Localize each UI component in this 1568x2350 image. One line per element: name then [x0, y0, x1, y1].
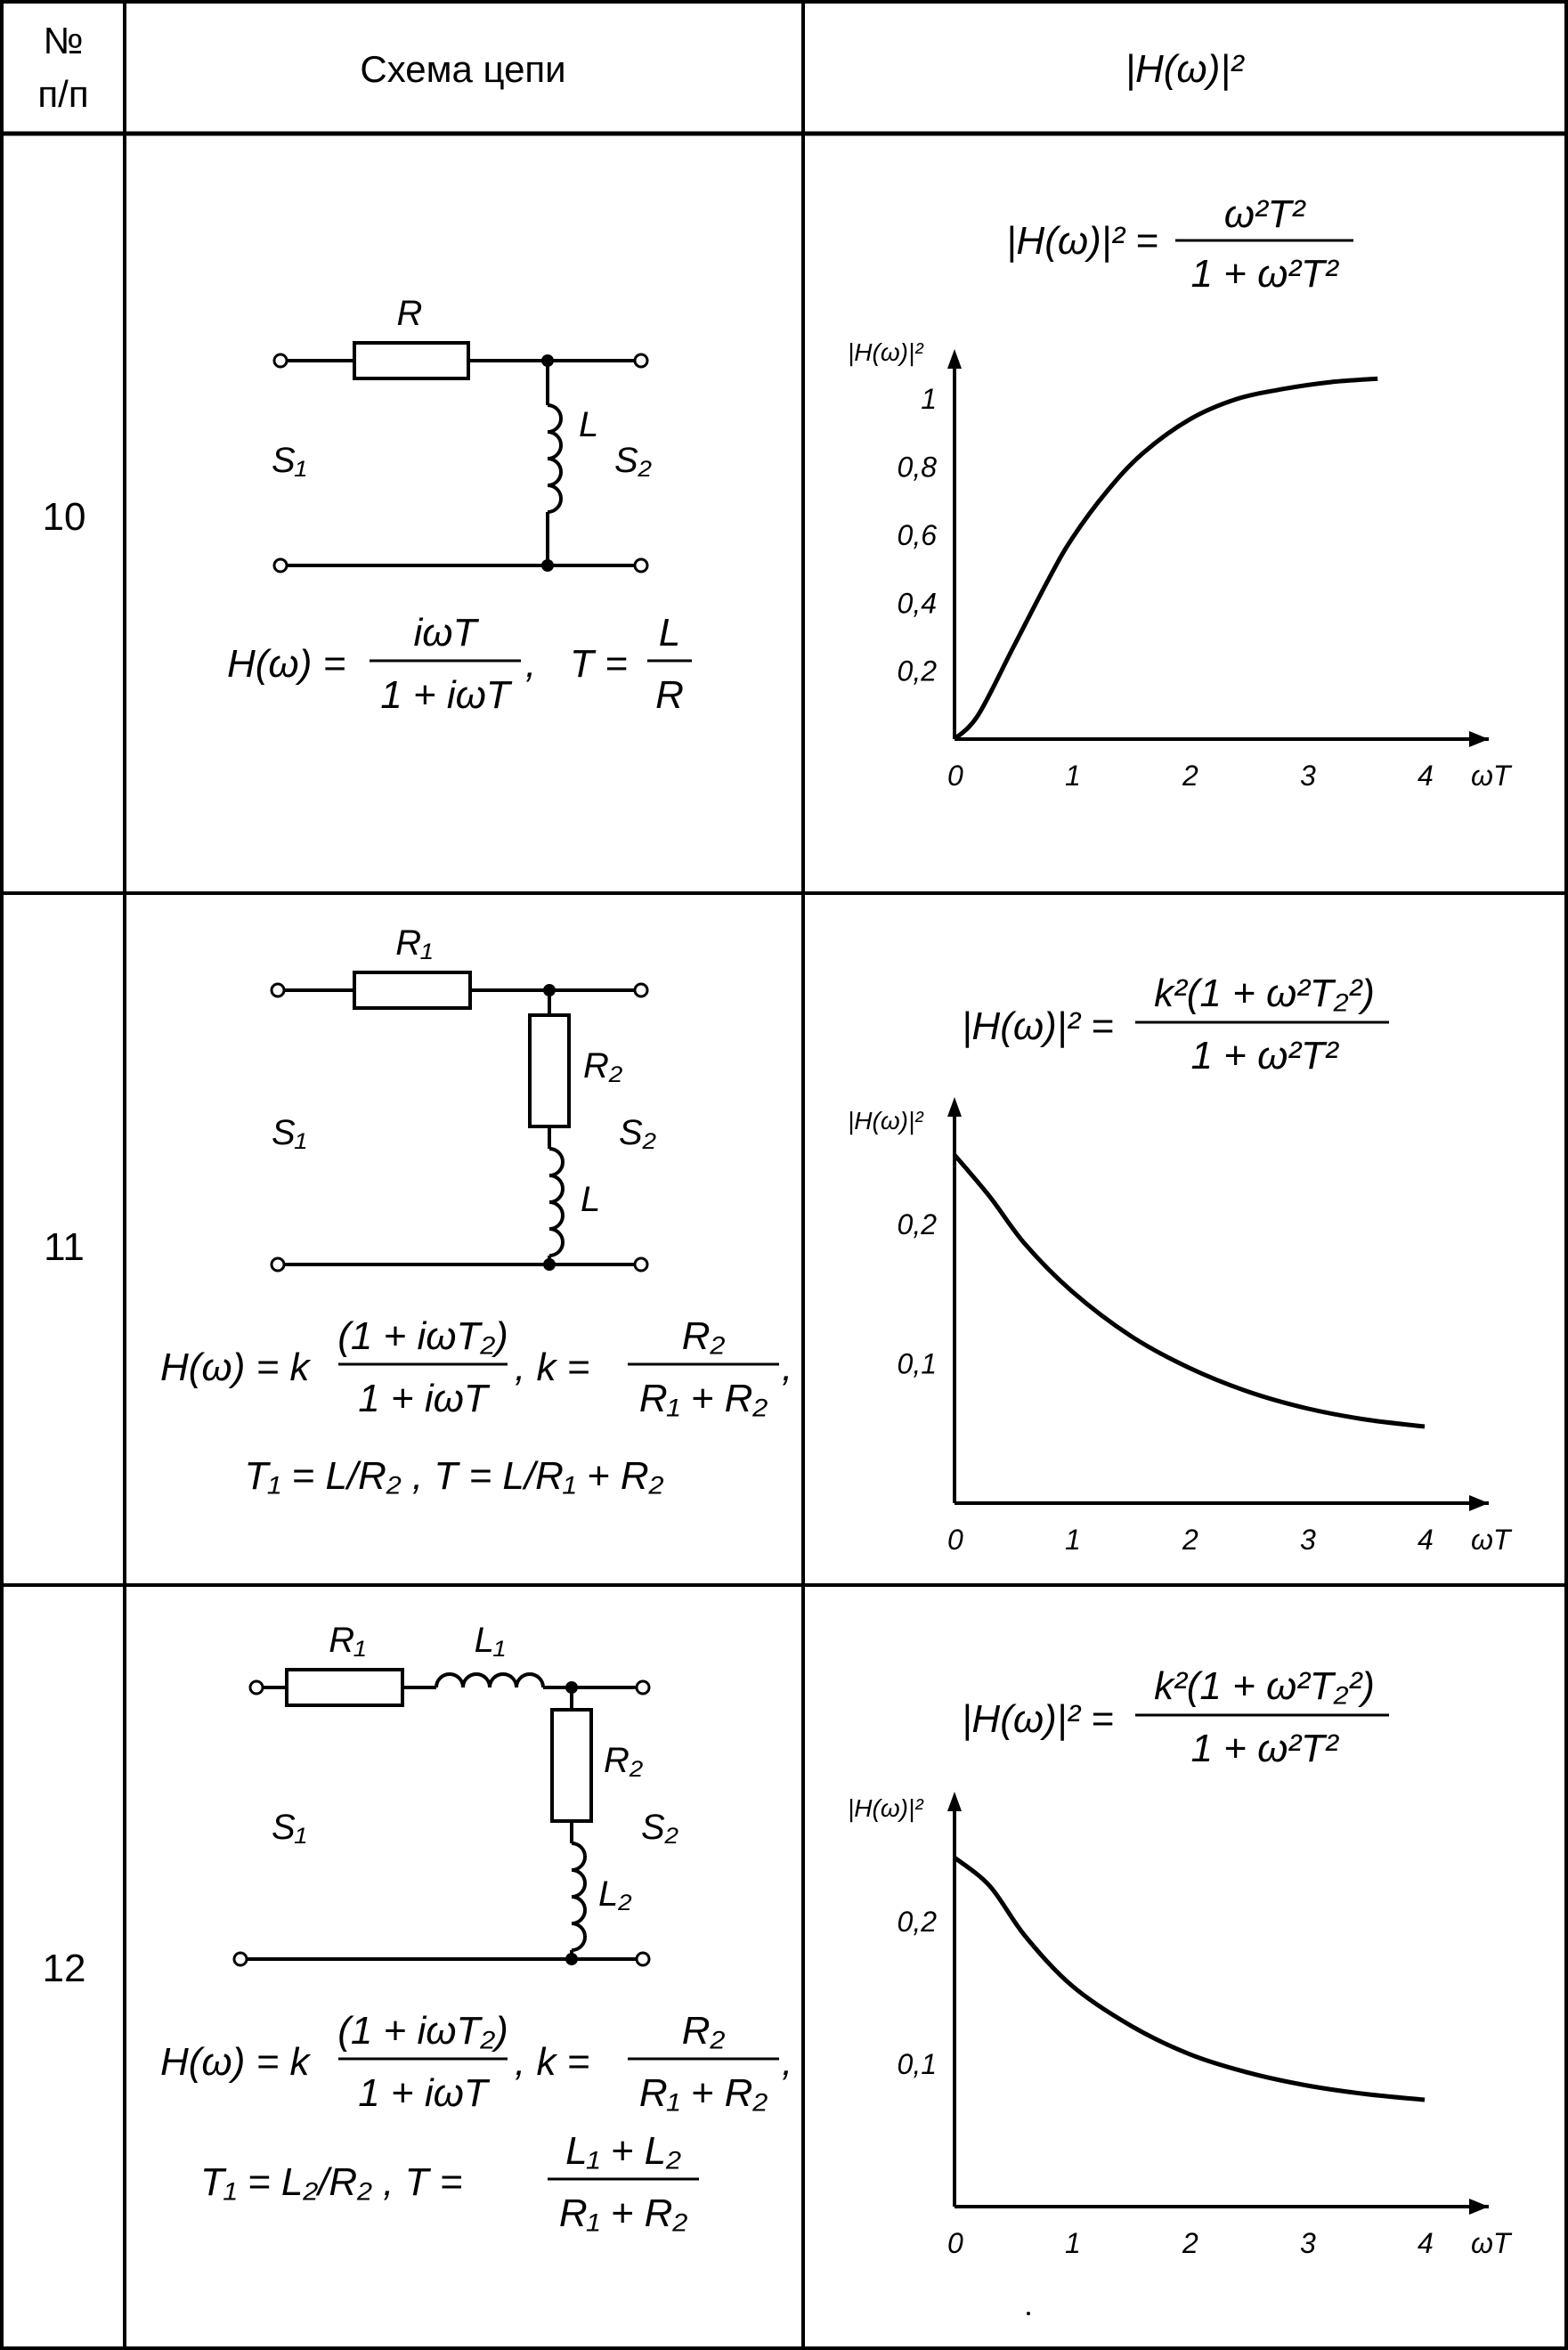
- row-number-12: 12: [42, 1947, 86, 1990]
- terminal-out-bottom: [637, 1953, 649, 1965]
- svg-text:T₁ = L₂/R₂ , T =: T₁ = L₂/R₂ , T =: [200, 2160, 463, 2204]
- terminal-out-top: [635, 984, 647, 996]
- label-s2: S₂: [641, 1808, 678, 1847]
- header-circuit: Схема цепи: [360, 48, 566, 90]
- formula-numerator: iωT: [413, 611, 477, 655]
- x-axis-arrow: [1469, 2199, 1489, 2215]
- header-number-line1: №: [43, 20, 84, 61]
- svg-text:R₁ + R₂: R₁ + R₂: [638, 2071, 768, 2115]
- terminal-in-bottom: [274, 559, 287, 572]
- header-response: |H(ω)|²: [1125, 47, 1244, 91]
- svg-text:1 + iωT: 1 + iωT: [358, 2071, 488, 2115]
- table-grid: [2, 2, 1566, 2348]
- y-tick-label: 1: [921, 383, 937, 416]
- svg-text:H(ω) = k: H(ω) = k: [160, 2040, 310, 2084]
- label-r1: R₁: [329, 1621, 366, 1660]
- label-s1: S₁: [272, 441, 307, 480]
- transfer-formula-12: [160, 2009, 792, 2235]
- terminal-out-bottom: [635, 1258, 647, 1271]
- response-formula-12: [962, 1664, 1389, 1770]
- label-l1: L₁: [474, 1621, 506, 1660]
- terminal-in-top: [250, 1681, 263, 1694]
- x-axis-label: ωT: [1471, 760, 1511, 792]
- transfer-formula-11: [160, 1314, 792, 1498]
- y-tick-label: 0,8: [897, 451, 937, 484]
- label-l: L: [581, 1180, 601, 1219]
- x-axis-label: ωT: [1471, 2227, 1511, 2259]
- terminal-in-bottom: [234, 1953, 247, 1965]
- circuit-diagram-12: [234, 1621, 678, 1965]
- circuit-diagram-10: [272, 294, 652, 572]
- y-tick-label: 0,6: [897, 518, 937, 551]
- x-tick-label: 1: [1065, 760, 1081, 792]
- y-axis-arrow: [947, 1792, 962, 1811]
- label-r1: R₁: [395, 923, 433, 963]
- junction-node-bottom: [565, 1953, 578, 1965]
- inductor-l1: [436, 1674, 543, 1687]
- formula-t-numerator: L: [658, 611, 681, 655]
- y-axis-label: |H(ω)|²: [848, 338, 923, 366]
- response-denominator: 1 + ω²T²: [1190, 1034, 1338, 1077]
- svg-text:,: ,: [782, 1346, 793, 1389]
- label-s2: S₂: [614, 441, 652, 480]
- inductor-l: [548, 405, 561, 512]
- transfer-formula-10: [227, 611, 692, 717]
- svg-text:1 + iωT: 1 + iωT: [358, 1377, 488, 1420]
- x-tick-label: 3: [1300, 760, 1316, 792]
- label-r2: R₂: [583, 1046, 623, 1086]
- resistor-r2: [530, 1015, 569, 1126]
- x-tick-label: 4: [1418, 760, 1434, 792]
- x-tick-label: 4: [1418, 1524, 1434, 1556]
- x-axis-arrow: [1469, 731, 1489, 747]
- series-line: [955, 1858, 1425, 2100]
- formula-t-denominator: R: [655, 673, 684, 717]
- y-tick-label: 0,2: [897, 1906, 937, 1938]
- label-s1: S₁: [272, 1113, 307, 1152]
- terminal-in-bottom: [272, 1258, 284, 1271]
- resistor-r1: [354, 972, 470, 1008]
- svg-text:(1 + iωT₂): (1 + iωT₂): [337, 1314, 508, 1358]
- header-number-line2: п/п: [37, 73, 89, 115]
- y-tick-label: 0,4: [897, 587, 937, 620]
- response-numerator: k²(1 + ω²T₂²): [1154, 972, 1375, 1015]
- x-tick-label: 4: [1418, 2227, 1434, 2259]
- label-l: L: [579, 405, 599, 444]
- x-tick-label: 2: [1182, 760, 1198, 792]
- series-line: [955, 1155, 1425, 1427]
- svg-text:|H(ω)|² =: |H(ω)|² =: [962, 1697, 1114, 1741]
- y-axis-label: |H(ω)|²: [848, 1107, 923, 1134]
- label-l2: L₂: [598, 1874, 632, 1914]
- terminal-out-top: [635, 354, 647, 367]
- svg-text:H(ω) = k: H(ω) = k: [160, 1346, 310, 1389]
- x-tick-label: 0: [947, 2227, 963, 2259]
- resistor-r2: [552, 1710, 591, 1821]
- row-number-10: 10: [42, 495, 86, 539]
- row-number-11: 11: [44, 1225, 85, 1269]
- svg-text:,: ,: [782, 2040, 793, 2084]
- x-tick-label: 1: [1065, 2227, 1081, 2259]
- speck: [1027, 2312, 1030, 2315]
- y-axis-label: |H(ω)|²: [848, 1794, 923, 1822]
- svg-text:R₁ + R₂: R₁ + R₂: [638, 1377, 768, 1420]
- svg-text:L₁ + L₂: L₁ + L₂: [565, 2129, 681, 2173]
- x-tick-label: 2: [1182, 2227, 1198, 2259]
- y-tick-label: 0,2: [897, 655, 937, 687]
- table-header: [37, 20, 1244, 115]
- junction-node-bottom: [541, 559, 554, 572]
- junction-node-bottom: [543, 1258, 556, 1271]
- y-axis-arrow: [947, 1097, 962, 1117]
- terminal-out-bottom: [635, 559, 647, 572]
- x-axis-label: ωT: [1471, 1524, 1511, 1556]
- svg-text:R₂: R₂: [681, 1314, 726, 1358]
- resistor-r1: [287, 1670, 402, 1705]
- response-numerator: k²(1 + ω²T₂²): [1154, 1664, 1375, 1708]
- svg-text:R₂: R₂: [681, 2009, 726, 2053]
- response-chart-12: [848, 1792, 1513, 2259]
- y-tick-label: 0,2: [897, 1208, 937, 1241]
- response-chart-10: [848, 338, 1513, 792]
- svg-text:T =: T =: [570, 642, 628, 686]
- svg-text:,: ,: [525, 642, 537, 686]
- formula-denominator: 1 + iωT: [380, 673, 510, 717]
- x-tick-label: 3: [1300, 2227, 1316, 2259]
- terminal-in-top: [274, 354, 287, 367]
- terminal-out-top: [637, 1681, 649, 1694]
- response-numerator: ω²T²: [1223, 192, 1305, 236]
- response-chart-11: [848, 1097, 1513, 1556]
- response-denominator: 1 + ω²T²: [1190, 1727, 1338, 1770]
- terminal-in-top: [272, 984, 284, 996]
- svg-text:, k =: , k =: [515, 1346, 590, 1389]
- svg-text:|H(ω)|² =: |H(ω)|² =: [962, 1004, 1114, 1048]
- formula-line2: T₁ = L/R₂ , T = L/R₁ + R₂: [244, 1454, 664, 1498]
- y-tick-label: 0,1: [897, 1347, 937, 1380]
- x-tick-label: 3: [1300, 1524, 1316, 1556]
- response-formula-10: [1006, 192, 1353, 296]
- label-r: R: [396, 294, 423, 333]
- inductor-l: [549, 1149, 563, 1256]
- y-tick-label: 0,1: [897, 2048, 937, 2080]
- x-tick-label: 0: [947, 760, 963, 792]
- svg-text:H(ω) =: H(ω) =: [227, 642, 346, 686]
- x-tick-label: 2: [1182, 1524, 1198, 1556]
- resistor-r: [354, 343, 468, 378]
- svg-text:R₁ + R₂: R₁ + R₂: [558, 2191, 688, 2235]
- label-s2: S₂: [619, 1113, 656, 1152]
- x-tick-label: 1: [1065, 1524, 1081, 1556]
- x-axis-arrow: [1469, 1495, 1489, 1511]
- x-tick-label: 0: [947, 1524, 963, 1556]
- label-s1: S₁: [272, 1808, 307, 1847]
- svg-text:, k =: , k =: [515, 2040, 590, 2084]
- inductor-l2: [572, 1843, 585, 1950]
- response-denominator: 1 + ω²T²: [1190, 252, 1338, 296]
- svg-text:(1 + iωT₂): (1 + iωT₂): [337, 2009, 508, 2053]
- response-formula-11: [962, 972, 1389, 1077]
- circuit-diagram-11: [272, 923, 656, 1271]
- label-r2: R₂: [604, 1741, 644, 1780]
- series-line: [955, 378, 1377, 739]
- y-axis-arrow: [947, 349, 962, 369]
- svg-text:|H(ω)|² =: |H(ω)|² =: [1006, 219, 1158, 263]
